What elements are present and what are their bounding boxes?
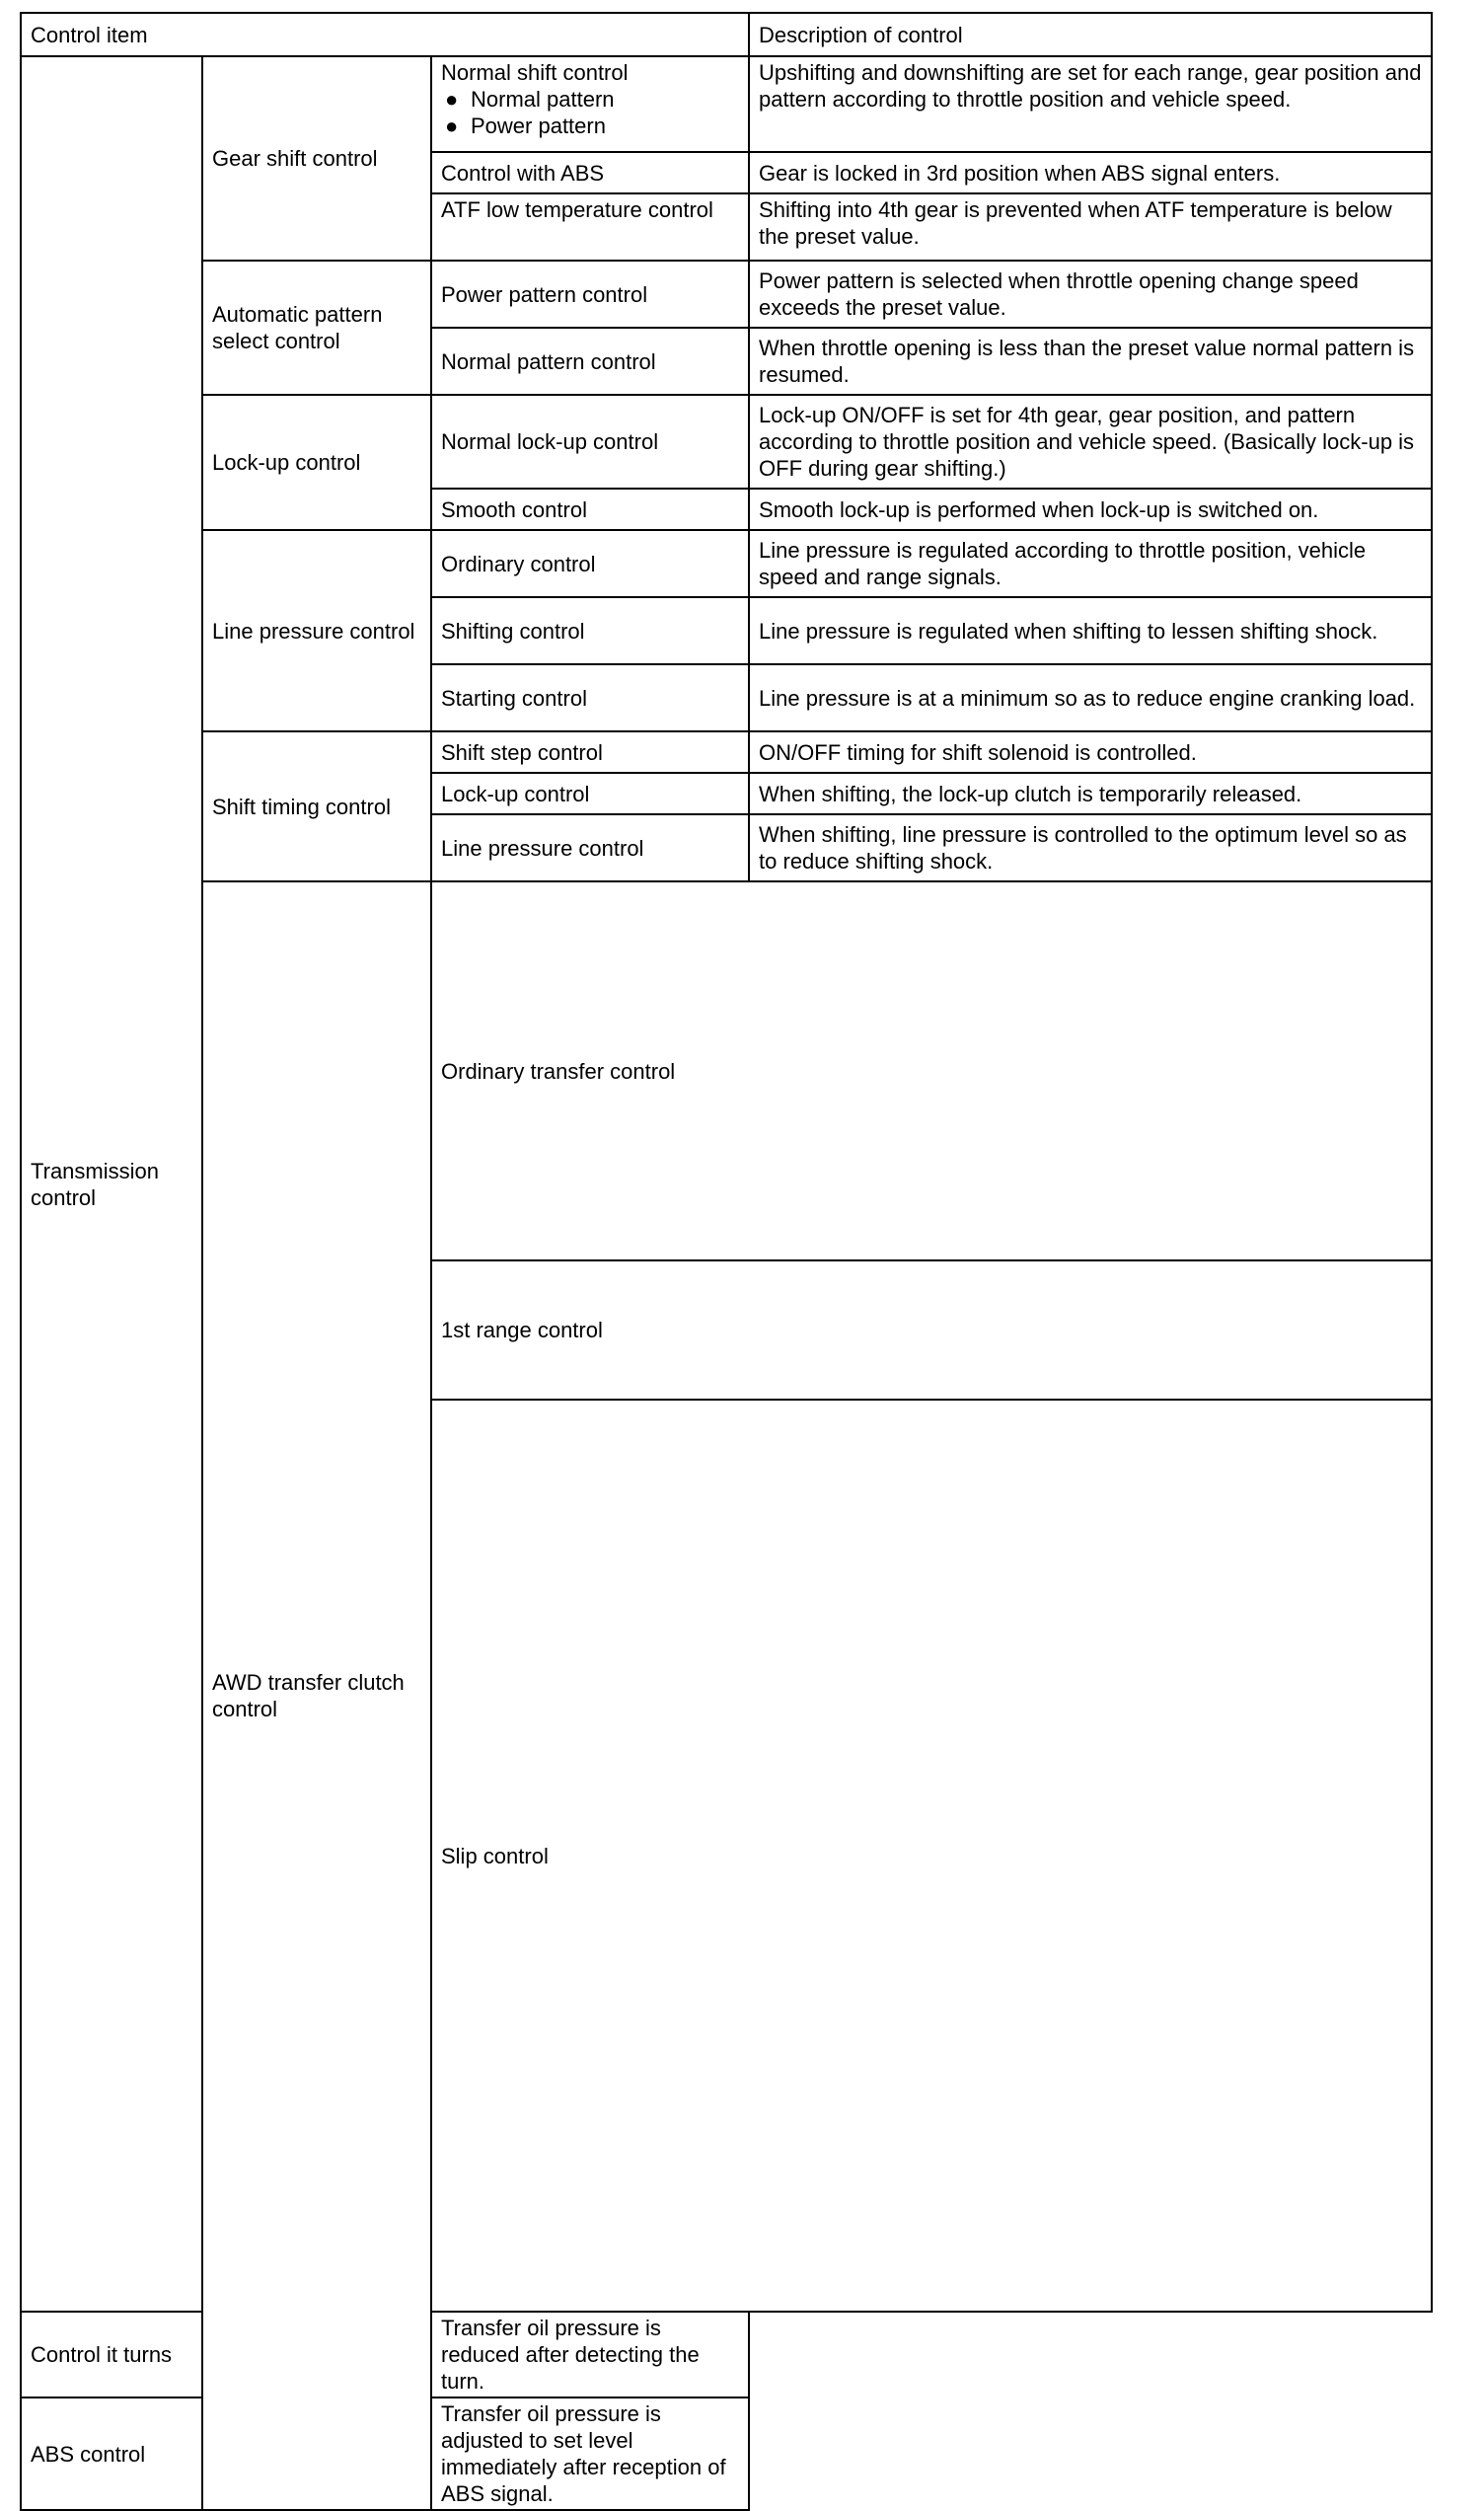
normal-shift-control-label: Normal shift control (441, 60, 629, 85)
table-row (21, 2397, 1432, 2510)
table-row (21, 395, 1432, 489)
first-range-control-label: 1st range control (431, 1260, 1432, 1400)
control-with-abs-label: Control with ABS (431, 152, 749, 193)
control-with-abs-desc: Gear is locked in 3rd position when ABS signal enters. (749, 152, 1432, 193)
gear-shift-control-label: Gear shift control (202, 56, 431, 261)
table-row (21, 530, 1432, 597)
shifting-control-label: Shifting control (431, 597, 749, 664)
atf-low-temp-label: ATF low temperature control (431, 193, 749, 261)
slip-control-label: Slip control (431, 1400, 1432, 2312)
shift-lockup-control-desc: When shifting, the lock-up clutch is temporarily released. (749, 773, 1432, 814)
header-control-item: Control item (21, 13, 749, 56)
shift-timing-control-label: Shift timing control (202, 731, 431, 881)
shift-line-pressure-desc: When shifting, line pressure is controlled to the optimum level so as to reduce shifting shock. (749, 814, 1432, 881)
awd-transfer-label: AWD transfer clutch control (202, 881, 431, 2510)
header-description: Description of control (749, 13, 1432, 56)
normal-shift-control-desc: Upshifting and downshifting are set for each range, gear position and pattern according to throttle position and vehicle speed. (749, 56, 1432, 152)
power-pattern-control-label: Power pattern control (431, 261, 749, 328)
starting-control-desc: Line pressure is at a minimum so as to reduce engine cranking load. (749, 664, 1432, 731)
power-pattern-control-desc: Power pattern is selected when throttle opening change speed exceeds the preset value. (749, 261, 1432, 328)
shift-step-control-label: Shift step control (431, 731, 749, 773)
control-table (20, 12, 1433, 2511)
atf-low-temp-desc: Shifting into 4th gear is prevented when ATF temperature is below the preset value. (749, 193, 1432, 261)
normal-pattern-control-label: Normal pattern control (431, 328, 749, 395)
abs-control-label: ABS control (21, 2397, 431, 2510)
bullet-icon: ● (445, 114, 459, 138)
table-row (21, 881, 1432, 1260)
shifting-control-desc: Line pressure is regulated when shifting to lessen shifting shock. (749, 597, 1432, 664)
auto-pattern-select-label: Automatic pattern select control (202, 261, 431, 395)
shift-step-control-desc: ON/OFF timing for shift solenoid is controlled. (749, 731, 1432, 773)
normal-shift-control-cell (431, 56, 749, 152)
bullet-icon: ● (445, 87, 459, 112)
ordinary-transfer-label: Ordinary transfer control (431, 881, 1432, 1260)
smooth-control-label: Smooth control (431, 489, 749, 530)
ordinary-control-desc: Line pressure is regulated according to throttle position, vehicle speed and range signals. (749, 530, 1432, 597)
starting-control-label: Starting control (431, 664, 749, 731)
table-row (21, 261, 1432, 328)
smooth-control-desc: Smooth lock-up is performed when lock-up is switched on. (749, 489, 1432, 530)
header-row (21, 13, 1432, 56)
ordinary-control-label: Ordinary control (431, 530, 749, 597)
line-pressure-control-label: Line pressure control (202, 530, 431, 731)
transmission-control-label: Transmission control (21, 56, 202, 2312)
normal-lockup-control-desc: Lock-up ON/OFF is set for 4th gear, gear position, and pattern according to throttle position and vehicle speed. (Basically lock-up is OFF during gear shifting.) (749, 395, 1432, 489)
normal-lockup-control-label: Normal lock-up control (431, 395, 749, 489)
shift-line-pressure-label: Line pressure control (431, 814, 749, 881)
table-row (21, 731, 1432, 773)
control-it-turns-label: Control it turns (21, 2312, 431, 2397)
lockup-control-label: Lock-up control (202, 395, 431, 530)
shift-lockup-control-label: Lock-up control (431, 773, 749, 814)
abs-control-desc: Transfer oil pressure is adjusted to set level immediately after reception of ABS signal. (431, 2397, 749, 2510)
normal-pattern-control-desc: When throttle opening is less than the preset value normal pattern is resumed. (749, 328, 1432, 395)
table-row (21, 56, 1432, 152)
control-it-turns-desc: Transfer oil pressure is reduced after detecting the turn. (431, 2312, 749, 2397)
bullet-power-pattern: ● Power pattern (445, 114, 606, 138)
bullet-normal-pattern: ● Normal pattern (445, 87, 615, 112)
table-row (21, 2312, 1432, 2397)
